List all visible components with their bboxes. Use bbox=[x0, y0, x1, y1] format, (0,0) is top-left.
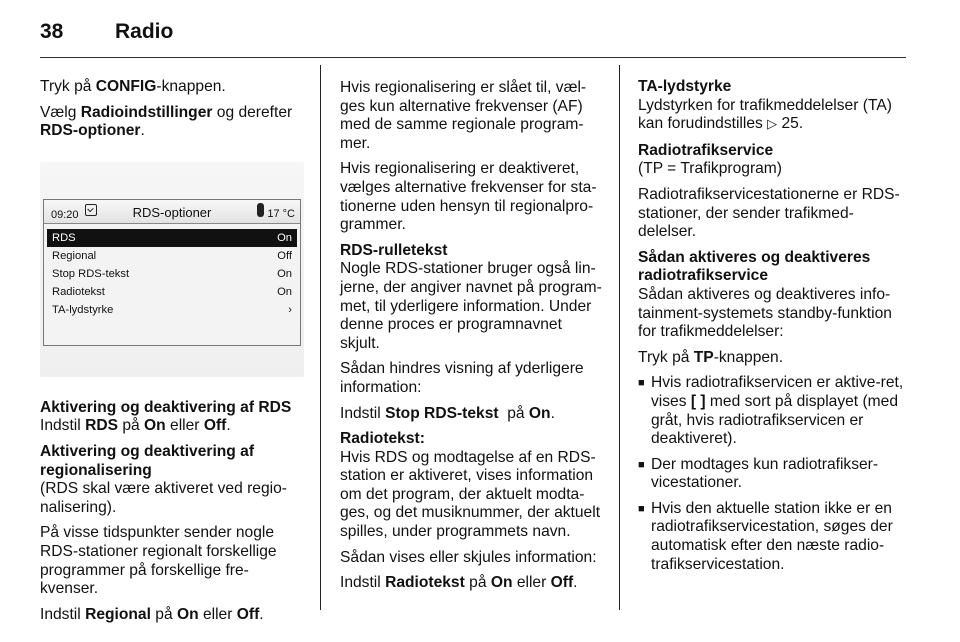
menu-term: RDS-optioner bbox=[40, 122, 141, 140]
menu-row-label: RDS bbox=[52, 231, 76, 244]
setting-term: On bbox=[490, 574, 513, 592]
text: og derefter bbox=[212, 103, 293, 121]
paragraph: (RDS skal være aktiveret ved regio-nalisering). bbox=[40, 480, 287, 516]
setting-term: RDS bbox=[85, 417, 119, 435]
section-title: Radio bbox=[115, 20, 174, 43]
list-item: ■ Der modtages kun radiotrafikser-vicestationer. bbox=[638, 456, 904, 493]
text: Tryk på bbox=[40, 78, 96, 95]
text: . bbox=[259, 605, 264, 623]
setting-term: Off bbox=[236, 605, 260, 623]
heading: Aktivering og deaktivering af regionalisering bbox=[40, 442, 255, 479]
paragraph bbox=[340, 574, 602, 593]
display-status-bar bbox=[44, 200, 300, 224]
menu-row-label: Radiotekst bbox=[52, 285, 105, 298]
display-symbol: [ ] bbox=[690, 392, 706, 410]
paragraph bbox=[40, 104, 302, 141]
chevron-right-icon: › bbox=[288, 303, 292, 316]
display-menu bbox=[44, 229, 300, 319]
paragraph: På visse tidspunkter sender nogle RDS-stationer regionalt forskellige programmer på forskellige fre-kvenser. bbox=[40, 524, 277, 598]
heading: TA-lydstyrke bbox=[638, 78, 732, 95]
display-title: RDS-optioner bbox=[132, 204, 212, 220]
heading: Sådan aktiveres og deaktiveres radiotrafikservice bbox=[638, 248, 871, 285]
thermometer-icon bbox=[257, 203, 264, 217]
text: Indstil bbox=[340, 404, 386, 422]
menu-row-ta-volume[interactable] bbox=[44, 301, 300, 319]
column-divider-1 bbox=[320, 65, 321, 610]
setting-term: Off bbox=[203, 417, 227, 435]
text: . bbox=[550, 404, 555, 422]
bullet-list bbox=[638, 374, 904, 574]
heading: Radiotrafikservice bbox=[638, 141, 774, 159]
page-header bbox=[40, 18, 906, 48]
setting-term: Off bbox=[550, 574, 574, 592]
paragraph bbox=[40, 78, 302, 97]
text: -knappen. bbox=[156, 78, 226, 95]
paragraph: Sådan hindres visning af yderligere information: bbox=[340, 360, 584, 396]
menu-row-value: On bbox=[277, 267, 292, 280]
menu-term: Radioindstillinger bbox=[80, 103, 213, 121]
column-3 bbox=[638, 78, 904, 581]
paragraph: Hvis regionalisering er deaktiveret, vælges alternative frekvenser for sta-tionerne uden hensyn til regionalpro-grammer. bbox=[340, 160, 597, 234]
heading: Radiotekst: bbox=[340, 430, 425, 448]
text: Lydstyrken for trafikmeddelelser (TA) kan forudindstilles bbox=[638, 96, 892, 133]
paragraph bbox=[40, 606, 302, 625]
list-item bbox=[638, 374, 904, 448]
heading: Aktivering og deaktivering af RDS bbox=[40, 398, 292, 416]
menu-row-value: Off bbox=[277, 249, 292, 262]
text: -knappen. bbox=[713, 348, 784, 366]
paragraph: Sådan vises eller skjules information: bbox=[340, 548, 597, 566]
column-1 bbox=[40, 78, 302, 631]
setting-term: On bbox=[528, 404, 551, 422]
text: Indstil bbox=[340, 574, 386, 592]
text: Indstil bbox=[40, 605, 86, 623]
setting-term: On bbox=[144, 417, 166, 435]
page-reference[interactable]: 25. bbox=[777, 115, 804, 133]
setting-term: Regional bbox=[85, 605, 151, 623]
display-temperature: 17 °C bbox=[267, 207, 295, 220]
menu-row-label: Stop RDS-tekst bbox=[52, 267, 130, 280]
text: eller bbox=[165, 417, 204, 435]
config-key: CONFIG bbox=[95, 78, 157, 95]
menu-row-rds[interactable] bbox=[47, 229, 297, 247]
paragraph bbox=[340, 405, 602, 424]
paragraph: Radiotrafikservicestationerne er RDS-stationer, der sender trafikmed-delelser. bbox=[638, 185, 900, 241]
setting-term: On bbox=[176, 605, 199, 623]
setting-term: Stop RDS-tekst bbox=[385, 404, 499, 422]
text: Hvis radiotrafikservicen er aktive-ret, vises bbox=[651, 374, 904, 410]
display-time: 09:20 bbox=[51, 208, 79, 221]
text: på bbox=[150, 605, 177, 623]
heading: RDS-rulletekst bbox=[340, 241, 448, 259]
paragraph: Sådan aktiveres og deaktiveres info-tainment-systemets standby-funktion for trafikmeddelelser: bbox=[638, 285, 892, 341]
menu-row-radiotext[interactable] bbox=[44, 283, 300, 301]
display-bezel bbox=[43, 199, 301, 346]
paragraph: Hvis regionalisering er slået til, væl-ges kun alternative frekvenser (AF) med de samme regionale program-mer. bbox=[340, 79, 587, 152]
menu-row-value: On bbox=[277, 231, 292, 244]
text: . bbox=[573, 574, 578, 592]
page-number: 38 bbox=[40, 20, 64, 43]
menu-row-stop-rds-text[interactable] bbox=[44, 265, 300, 283]
text: . bbox=[140, 122, 145, 140]
paragraph: Hvis RDS og modtagelse af en RDS-station er aktiveret, vises information om det program, der aktuelt modta-ges, og det musiknummer, der aktuelt spilles, under programmets navn. bbox=[340, 448, 601, 541]
text: eller bbox=[198, 605, 237, 623]
column-2 bbox=[340, 79, 602, 600]
menu-row-value: On bbox=[277, 285, 292, 298]
text: Tryk på bbox=[638, 348, 694, 366]
menu-row-regional[interactable] bbox=[44, 247, 300, 265]
setting-term: Radiotekst bbox=[385, 574, 465, 592]
text: på bbox=[498, 404, 529, 422]
paragraph: Nogle RDS-stationer bruger også lin-jerne, der angiver navnet på program-met, til yderligere information. Under denne proces er programnavnet skjult. bbox=[340, 260, 602, 352]
column-divider-2 bbox=[619, 65, 620, 610]
paragraph bbox=[638, 97, 904, 135]
text: . bbox=[226, 417, 231, 435]
text: Indstil bbox=[40, 417, 86, 435]
text: på bbox=[464, 574, 491, 592]
text: på bbox=[118, 417, 145, 435]
tp-key: TP bbox=[693, 348, 714, 366]
header-divider bbox=[40, 57, 906, 58]
menu-row-label: TA-lydstyrke bbox=[52, 303, 114, 316]
paragraph: (TP = Trafikprogram) bbox=[638, 160, 782, 178]
text: med sort på displayet (med gråt, hvis radiotrafikservicen er deaktiveret). bbox=[651, 392, 899, 448]
text: eller bbox=[512, 574, 551, 592]
paragraph bbox=[40, 417, 302, 436]
menu-row-label: Regional bbox=[52, 249, 97, 262]
page-reference-icon: ▷ bbox=[767, 117, 778, 133]
text: Vælg bbox=[40, 103, 81, 121]
display-screenshot bbox=[40, 162, 304, 377]
paragraph bbox=[638, 349, 904, 368]
list-item: ■ Hvis den aktuelle station ikke er en radiotrafikservicestation, søges der automatisk efter den næste radio-trafikservicestation. bbox=[638, 500, 904, 574]
